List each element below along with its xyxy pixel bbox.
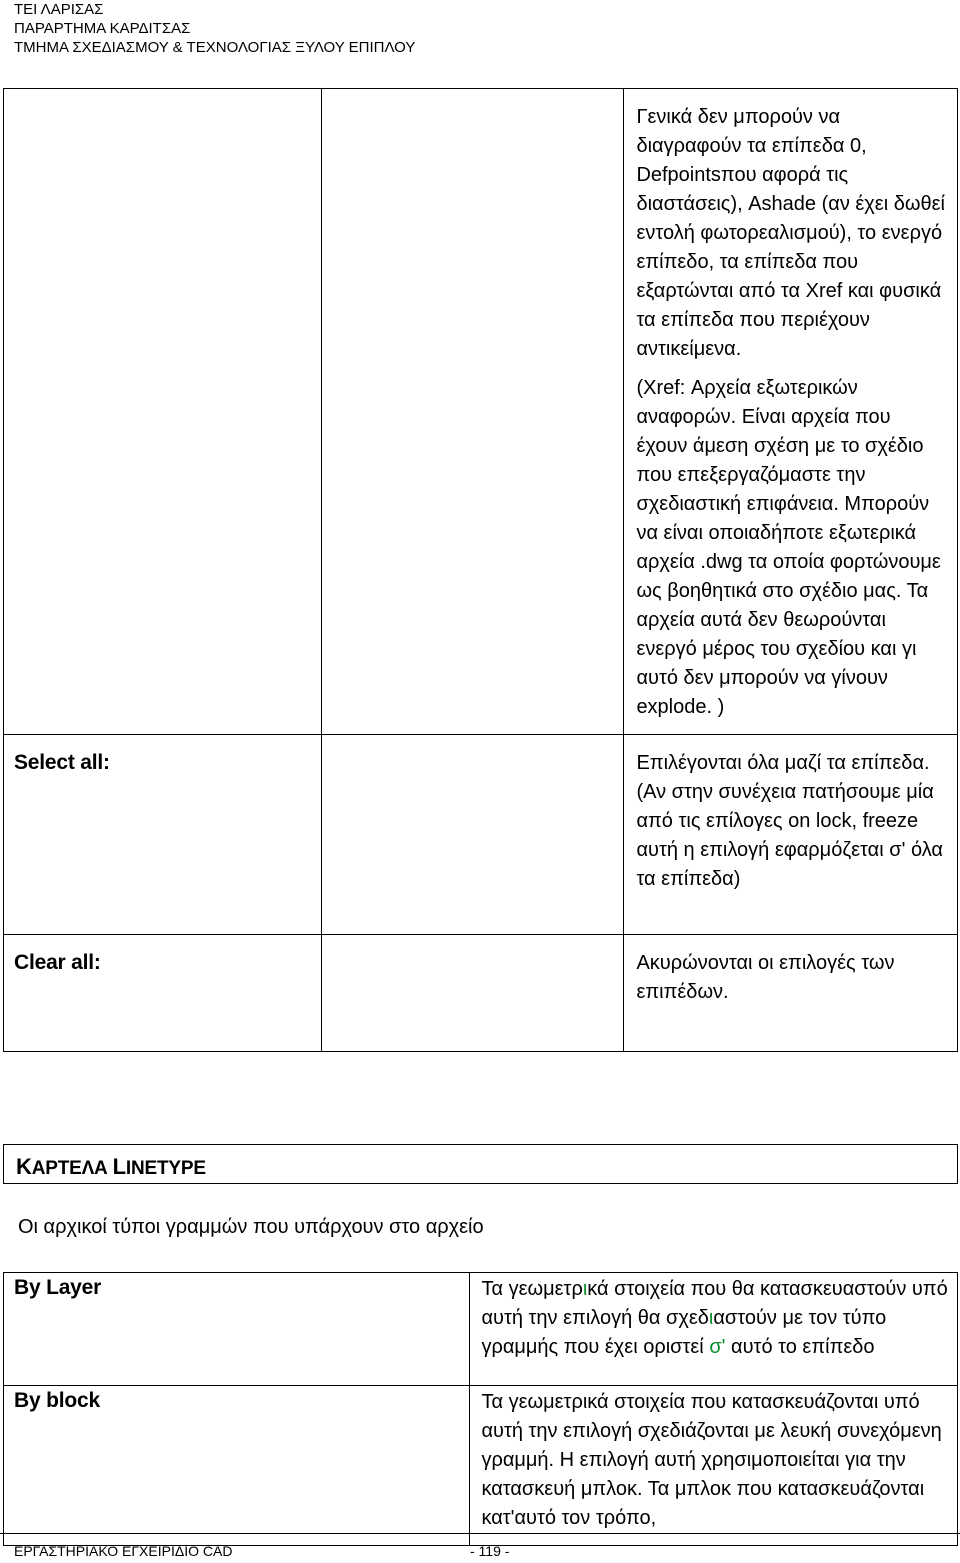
- page-number: - 119 -: [470, 1543, 510, 1559]
- by-layer-description: Τα γεωμετρικά στοιχεία που θα κατασκευαστούν υπό αυτή την επιλογή θα σχεδιαστούν με τον τύπο γραμμής που έχει οριστεί σ' αυτό το επίπεδο: [481, 1278, 948, 1358]
- clear-all-description: Ακυρώνονται οι επιλογές των επιπέδων.: [636, 952, 895, 1003]
- table-cell-label: [4, 1273, 470, 1386]
- table-cell-label: [4, 1386, 470, 1546]
- section-title: KΑΡΤΕΛΑ LINETYPE: [16, 1154, 206, 1179]
- by-layer-label: By Layer: [14, 1276, 102, 1299]
- header-department: ΤΜΗΜΑ ΣΧΕΔΙΑΣΜΟΥ & ΤΕΧΝΟΛΟΓΙΑΣ ΞΥΛΟΥ ΕΠΙΠΛΟΥ: [14, 39, 416, 56]
- layers-options-table: [3, 88, 958, 1052]
- xref-explanation-paragraph: (Xref: Αρχεία εξωτερικών αναφορών. Είναι αρχεία που έχουν άμεση σχέση με το σχέδιο που επεξεργαζόμαστε την σχεδιαστική επιφάνεια. Μπορούν να είναι οποιαδήποτε εξωτερικά αρχεία .dwg τα οποία φορτώνουμε ως βοηθητικά στο σχέδιο μας. Τα αρχεία αυτά δεν θεωρούνται ενεργό μέρος του σχεδίου και γι αυτό δεν μπορούν να γίνουν explode. ): [636, 377, 941, 718]
- select-all-label: Select all:: [14, 751, 110, 774]
- table-row: [4, 735, 958, 935]
- table-cell-empty: [4, 89, 322, 735]
- table-cell-description: [470, 1386, 958, 1546]
- by-block-description: Τα γεωμετρικά στοιχεία που κατασκευάζονται υπό αυτή την επιλογή σχεδιάζονται με λευκή συνεχόμενη γραμμή. Η επιλογή αυτή χρησιμοποιείται για την κατασκευή μπλοκ. Τα μπλοκ που κατασκευάζονται κατ'αυτό τον τρόπο,: [481, 1391, 942, 1529]
- table-cell-empty: [322, 89, 624, 735]
- table-row: [4, 935, 958, 1052]
- table-cell-label: [4, 935, 322, 1052]
- table-row: [4, 1386, 958, 1546]
- footer-title: ΕΡΓΑΣΤΗΡΙΑΚΟ ΕΓΧΕΙΡΙΔΙΟ CAD: [14, 1543, 233, 1559]
- select-all-description: Επιλέγονται όλα μαζί τα επίπεδα. (Αν στην συνέχεια πατήσουμε μία από τις επίλογες on lock, freeze αυτή η επιλογή εφαρμόζεται σ' όλα τα επίπεδα): [636, 752, 943, 890]
- table-cell-description: [470, 1273, 958, 1386]
- clear-all-label: Clear all:: [14, 951, 101, 974]
- section-heading-box: [3, 1144, 958, 1184]
- header-institution: ΤΕΙ ΛΑΡΙΣΑΣ: [14, 1, 104, 18]
- document-header: [14, 0, 415, 57]
- linetype-intro-text: Οι αρχικοί τύποι γραμμών που υπάρχουν στο αρχείο: [18, 1216, 484, 1238]
- table-row: [4, 1273, 958, 1386]
- table-cell-empty: [322, 735, 624, 935]
- table-cell-description: [624, 735, 958, 935]
- table-cell-description: [624, 89, 958, 735]
- table-cell-description: [624, 935, 958, 1052]
- table-row: [4, 89, 958, 735]
- by-block-label: By block: [14, 1389, 100, 1412]
- delete-restrictions-paragraph: Γενικά δεν μπορούν να διαγραφούν τα επίπεδα 0, Defpointsπου αφορά τις διαστάσεις), Ashade (αν έχει δωθεί εντολή φωτορεαλισμού), το ενεργό επίπεδο, τα επίπεδα που εξαρτώνται από τα Xref και φυσικά τα επίπεδα που περιέχουν αντικείμενα.: [636, 106, 945, 360]
- linetype-table: [3, 1272, 958, 1546]
- table-cell-label: [4, 735, 322, 935]
- footer-divider: [0, 1533, 960, 1534]
- header-branch: ΠΑΡΑΡΤΗΜΑ ΚΑΡΔΙΤΣΑΣ: [14, 20, 191, 37]
- table-cell-empty: [322, 935, 624, 1052]
